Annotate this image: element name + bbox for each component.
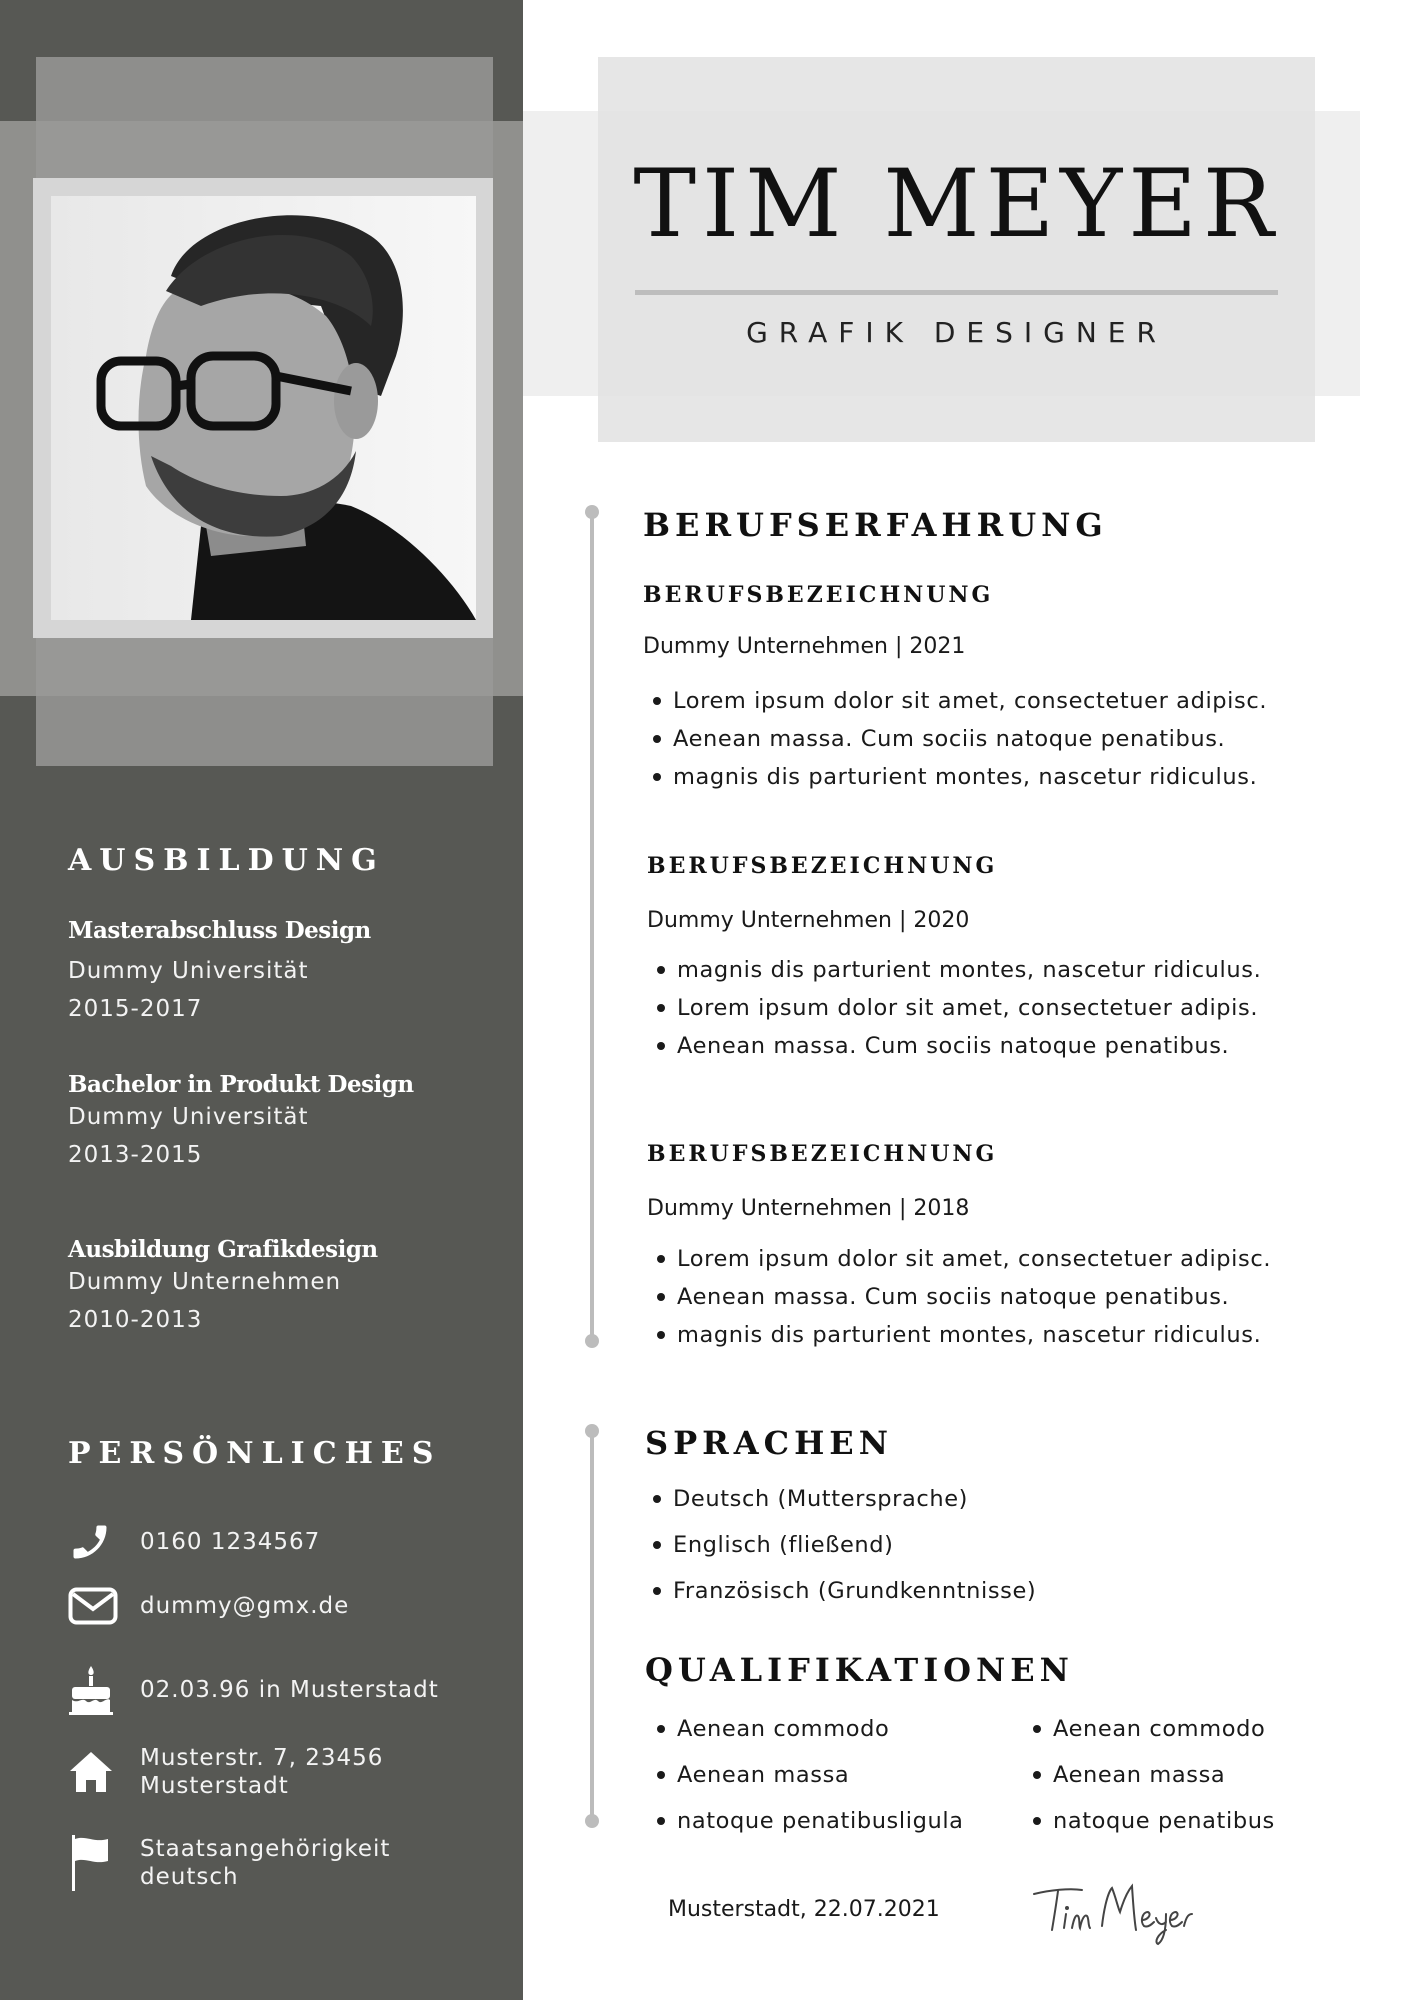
sidebar — [0, 0, 523, 2000]
qualifications-list-col1 — [647, 1706, 964, 1844]
job-bullet-list — [643, 682, 1267, 796]
job-bullet: Lorem ipsum dolor sit amet, consectetuer adipisc. — [647, 1240, 1271, 1278]
job-company: Dummy Unternehmen | 2021 — [643, 634, 966, 659]
languages-heading: SPRACHEN — [645, 1424, 893, 1462]
job-bullet: magnis dis parturient montes, nascetur ridiculus. — [647, 951, 1261, 989]
job-bullet: Aenean massa. Cum sociis natoque penatibus. — [647, 1027, 1261, 1065]
job-bullet: magnis dis parturient montes, nascetur ridiculus. — [647, 1316, 1271, 1354]
qualification-item: Aenean commodo — [647, 1706, 964, 1752]
job-bullet: Aenean massa. Cum sociis natoque penatibus. — [647, 1278, 1271, 1316]
education-item — [68, 1236, 378, 1339]
timeline-dot — [585, 1814, 599, 1828]
job-bullet: Aenean massa. Cum sociis natoque penatibus. — [643, 720, 1267, 758]
contact-text: 02.03.96 in Musterstadt — [140, 1677, 439, 1703]
contact-birthday — [68, 1666, 439, 1714]
job-position-title: BERUFSBEZEICHNUNG — [647, 1141, 998, 1167]
timeline-line — [590, 1432, 594, 1822]
qualifications-heading: QUALIFIKATIONEN — [645, 1651, 1074, 1689]
home-icon — [68, 1748, 124, 1796]
qualification-item: Aenean massa — [647, 1752, 964, 1798]
education-title: Ausbildung Grafikdesign — [68, 1236, 378, 1263]
personal-heading: PERSÖNLICHES — [68, 1436, 442, 1471]
birthday-cake-icon — [68, 1666, 124, 1714]
education-heading: AUSBILDUNG — [68, 843, 385, 878]
qualification-item: Aenean massa — [1023, 1752, 1275, 1798]
qualification-item: natoque penatibusligula — [647, 1798, 964, 1844]
job-company: Dummy Unternehmen | 2018 — [647, 1196, 970, 1221]
education-institution: Dummy Universität — [68, 1104, 309, 1130]
experience-heading: BERUFSERFAHRUNG — [643, 506, 1108, 544]
timeline-dot — [585, 505, 599, 519]
phone-icon — [68, 1518, 124, 1566]
nationality-value: deutsch — [140, 1864, 239, 1890]
language-item: Deutsch (Muttersprache) — [643, 1476, 1036, 1522]
contact-text — [140, 1835, 390, 1891]
education-years: 2015-2017 — [68, 996, 203, 1022]
flag-icon — [68, 1831, 124, 1895]
job-position-title: BERUFSBEZEICHNUNG — [643, 582, 994, 608]
contact-text: 0160 1234567 — [140, 1529, 321, 1555]
contact-email — [68, 1582, 349, 1630]
timeline-dot — [585, 1424, 599, 1438]
language-item: Englisch (fließend) — [643, 1522, 1036, 1568]
languages-list — [643, 1476, 1036, 1614]
nationality-label: Staatsangehörigkeit — [140, 1836, 391, 1862]
mail-icon — [68, 1582, 124, 1630]
job-title: GRAFIK DESIGNER — [746, 316, 1167, 349]
education-institution: Dummy Universität — [68, 958, 309, 984]
portrait-illustration — [51, 196, 476, 620]
job-position-title: BERUFSBEZEICHNUNG — [647, 853, 998, 879]
job-bullet: Lorem ipsum dolor sit amet, consectetuer adipisc. — [643, 682, 1267, 720]
qualification-item: natoque penatibus — [1023, 1798, 1275, 1844]
job-bullet-list — [647, 1240, 1271, 1354]
signature-graphic — [1030, 1878, 1200, 1948]
job-company: Dummy Unternehmen | 2020 — [647, 908, 970, 933]
address-line: Musterstr. 7, 23456 — [140, 1745, 384, 1771]
name-divider — [635, 290, 1278, 295]
qualification-item: Aenean commodo — [1023, 1706, 1275, 1752]
job-bullet: Lorem ipsum dolor sit amet, consectetuer adipis. — [647, 989, 1261, 1027]
education-years: 2013-2015 — [68, 1142, 203, 1168]
timeline-line — [590, 512, 594, 1342]
education-title: Masterabschluss Design — [68, 917, 371, 944]
person-name: TIM MEYER — [633, 150, 1280, 259]
contact-phone — [68, 1518, 320, 1566]
qualifications-list-col2 — [1023, 1706, 1275, 1844]
education-item — [68, 1071, 414, 1174]
signature — [1030, 1878, 1200, 1952]
education-title: Bachelor in Produkt Design — [68, 1071, 414, 1098]
contact-text — [140, 1744, 383, 1800]
address-line: Musterstadt — [140, 1773, 289, 1799]
place-date: Musterstadt, 22.07.2021 — [668, 1897, 940, 1922]
education-years: 2010-2013 — [68, 1307, 203, 1333]
education-institution: Dummy Unternehmen — [68, 1269, 342, 1295]
job-bullet-list — [647, 951, 1261, 1065]
contact-nationality — [68, 1831, 390, 1895]
language-item: Französisch (Grundkenntnisse) — [643, 1568, 1036, 1614]
education-item — [68, 917, 371, 1028]
job-bullet: magnis dis parturient montes, nascetur ridiculus. — [643, 758, 1267, 796]
contact-text: dummy@gmx.de — [140, 1593, 350, 1619]
profile-photo — [51, 196, 476, 620]
contact-address — [68, 1744, 383, 1800]
timeline-dot — [585, 1334, 599, 1348]
